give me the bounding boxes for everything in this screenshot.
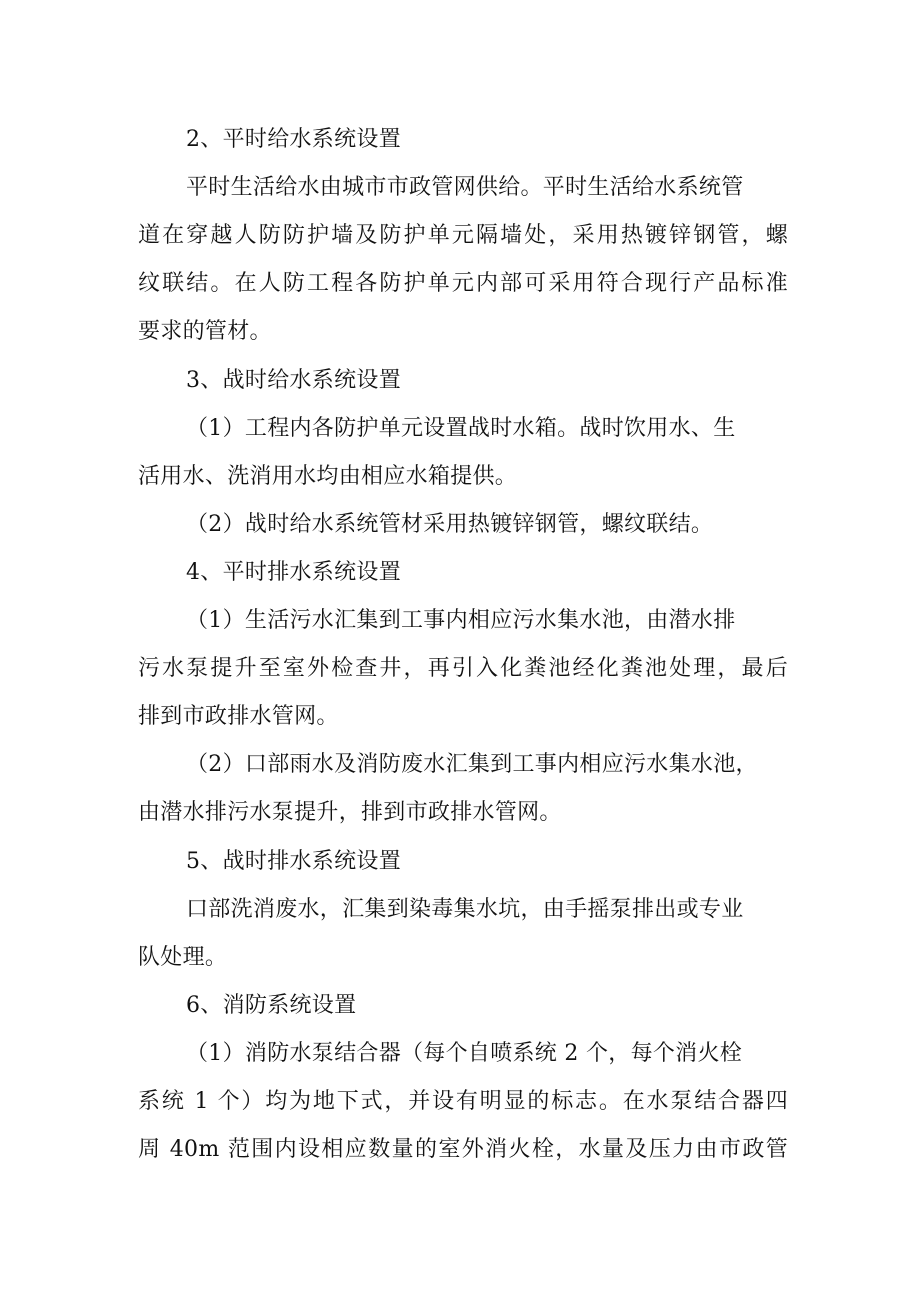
paragraph-line: 道在穿越人防防护墙及防护单元隔墙处，采用热镀锌钢管，螺	[138, 223, 788, 248]
paragraph-line: 排到市政排水管网。	[138, 704, 339, 729]
paragraph-line: （2）战时给水系统管材采用热镀锌钢管，螺纹联结。	[186, 512, 714, 537]
paragraph-line: （2）口部雨水及消防废水汇集到工事内相应污水集水池，	[186, 752, 758, 777]
paragraph-line: 由潜水排污水泵提升，排到市政排水管网。	[138, 800, 562, 825]
section-heading-6: 6、消防系统设置	[186, 993, 357, 1018]
section-heading-5: 5、战时排水系统设置	[186, 849, 401, 874]
paragraph-line: 口部洗消废水，汇集到染毒集水坑，由手摇泵排出或专业	[186, 897, 744, 922]
paragraph-line: 平时生活给水由城市市政管网供给。平时生活给水系统管	[186, 175, 744, 200]
paragraph-line: 系统 1 个）均为地下式，并设有明显的标志。在水泵结合器四	[138, 1089, 788, 1114]
section-heading-4: 4、平时排水系统设置	[186, 560, 401, 585]
section-heading-3: 3、战时给水系统设置	[186, 368, 401, 393]
paragraph-line: （1）工程内各防护单元设置战时水箱。战时饮用水、生	[186, 416, 736, 441]
paragraph-line: 队处理。	[138, 945, 228, 970]
paragraph-line: 纹联结。在人防工程各防护单元内部可采用符合现行产品标准	[138, 271, 788, 296]
paragraph-line: （1）生活污水汇集到工事内相应污水集水池，由潜水排	[186, 608, 736, 633]
section-heading-2: 2、平时给水系统设置	[186, 127, 401, 152]
paragraph-line: 周 40m 范围内设相应数量的室外消火栓，水量及压力由市政管	[138, 1137, 788, 1162]
paragraph-line: 要求的管材。	[138, 319, 272, 344]
paragraph-line: 污水泵提升至室外检查井，再引入化粪池经化粪池处理，最后	[138, 656, 788, 681]
paragraph-line: 活用水、洗消用水均由相应水箱提供。	[138, 464, 518, 489]
paragraph-line: （1）消防水泵结合器（每个自喷系统 2 个，每个消火栓	[186, 1041, 743, 1066]
